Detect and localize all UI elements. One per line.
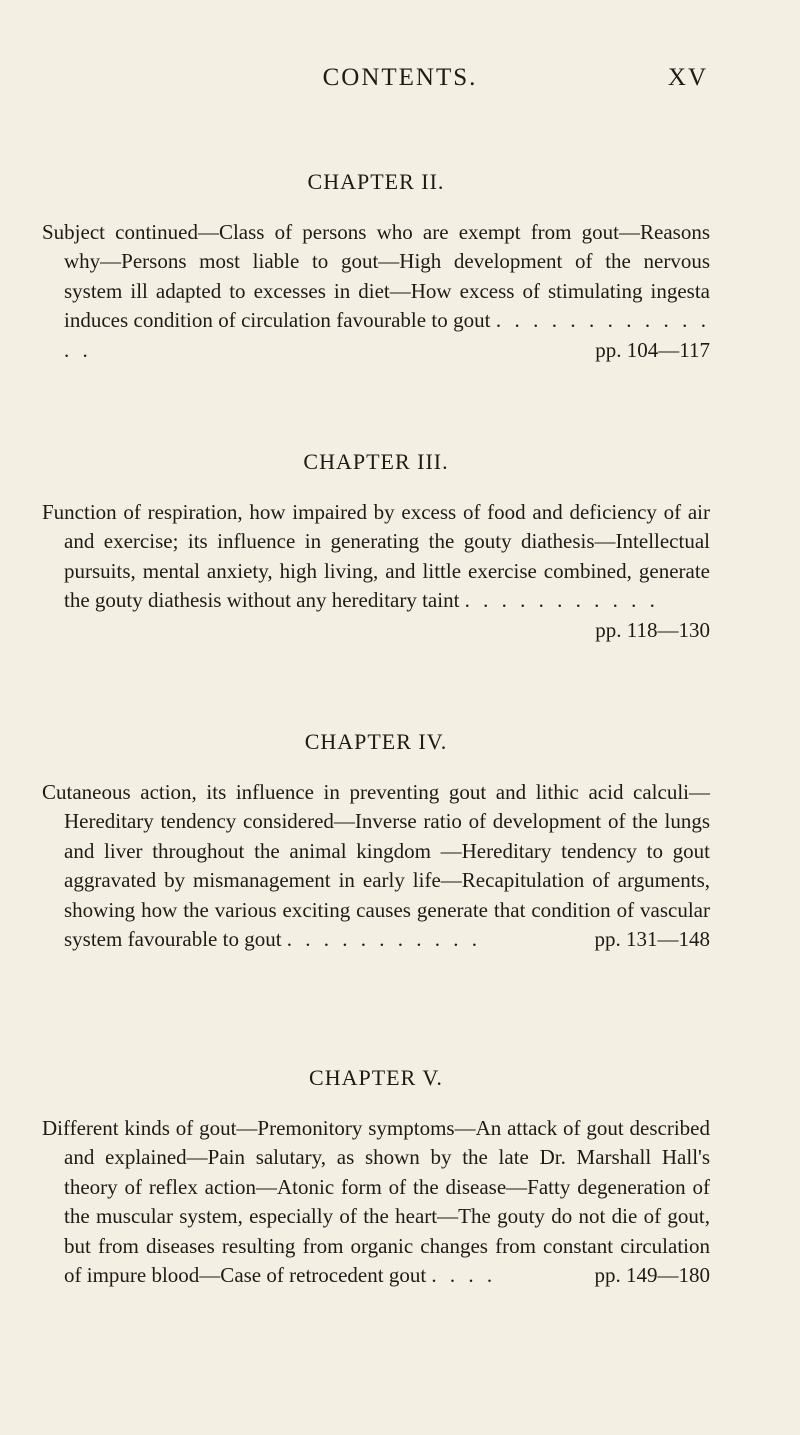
chapter-summary xyxy=(42,498,710,642)
chapter-3-entry xyxy=(42,448,710,645)
chapter-summary xyxy=(42,218,710,365)
page-range: pp. 131—148 xyxy=(594,927,710,952)
page-range: pp. 149—180 xyxy=(594,1263,710,1288)
page-number: XV xyxy=(667,64,708,91)
chapter-heading: CHAPTER II. xyxy=(307,169,445,194)
chapter-5-entry xyxy=(42,1064,710,1290)
dot-leader: . . . . . . . . . . . xyxy=(464,588,659,613)
page-range: pp. 118—130 xyxy=(595,617,710,642)
running-head xyxy=(0,64,800,104)
dot-leader: . . . . . . . . . . . xyxy=(286,927,482,952)
summary-text: Function of respiration, how impaired by excess of food and deficiency of air and exercise; its influence in generating the gouty diathesis—Intellectual pursuits, mental anxiety, high living, and little exercise combined, generate the gouty diathesis without any hereditary taint xyxy=(42,500,710,613)
chapter-heading: CHAPTER III. xyxy=(303,449,449,474)
chapter-heading: CHAPTER IV. xyxy=(304,729,448,754)
summary-text: Cutaneous action, its influence in preventing gout and lithic acid calculi—Hereditary tendency considered—Inverse ratio of development of the lungs and liver throughout the animal kingdom —Hereditary tendency to gout aggravated by mismanagement in early life—Recapitulation of arguments, showing how the various exciting causes generate that condition of vascular system favourable to gout xyxy=(42,780,710,952)
chapter-2-entry xyxy=(42,168,710,365)
dot-leader: . . . . xyxy=(431,1263,497,1288)
page-title: CONTENTS. xyxy=(322,64,478,91)
summary-text: Different kinds of gout—Premonitory symptoms—An attack of gout described and explained—Pain salutary, as shown by the late Dr. Marshall Hall's theory of reflex action—Atonic form of the disease—Fatty degeneration of the muscular system, especially of the heart—The gouty do not die of gout, but from diseases resulting from organic changes from constant circulation of impure blood—Case of retrocedent gout xyxy=(42,1116,710,1288)
dot-leader: . . . . . . . . . . . . . . xyxy=(64,308,711,362)
page-range: pp. 104—117 xyxy=(595,337,710,362)
chapter-4-entry xyxy=(42,728,710,954)
chapter-summary xyxy=(42,1114,710,1290)
summary-text: Subject continued—Class of persons who are exempt from gout—Reasons why—Persons most liable to gout—High development of the nervous system ill adapted to excesses in diet—How excess of stimulating ingesta induces condition of circulation favourable to gout xyxy=(42,220,710,333)
chapter-summary xyxy=(42,778,710,954)
chapter-heading: CHAPTER V. xyxy=(309,1065,443,1090)
